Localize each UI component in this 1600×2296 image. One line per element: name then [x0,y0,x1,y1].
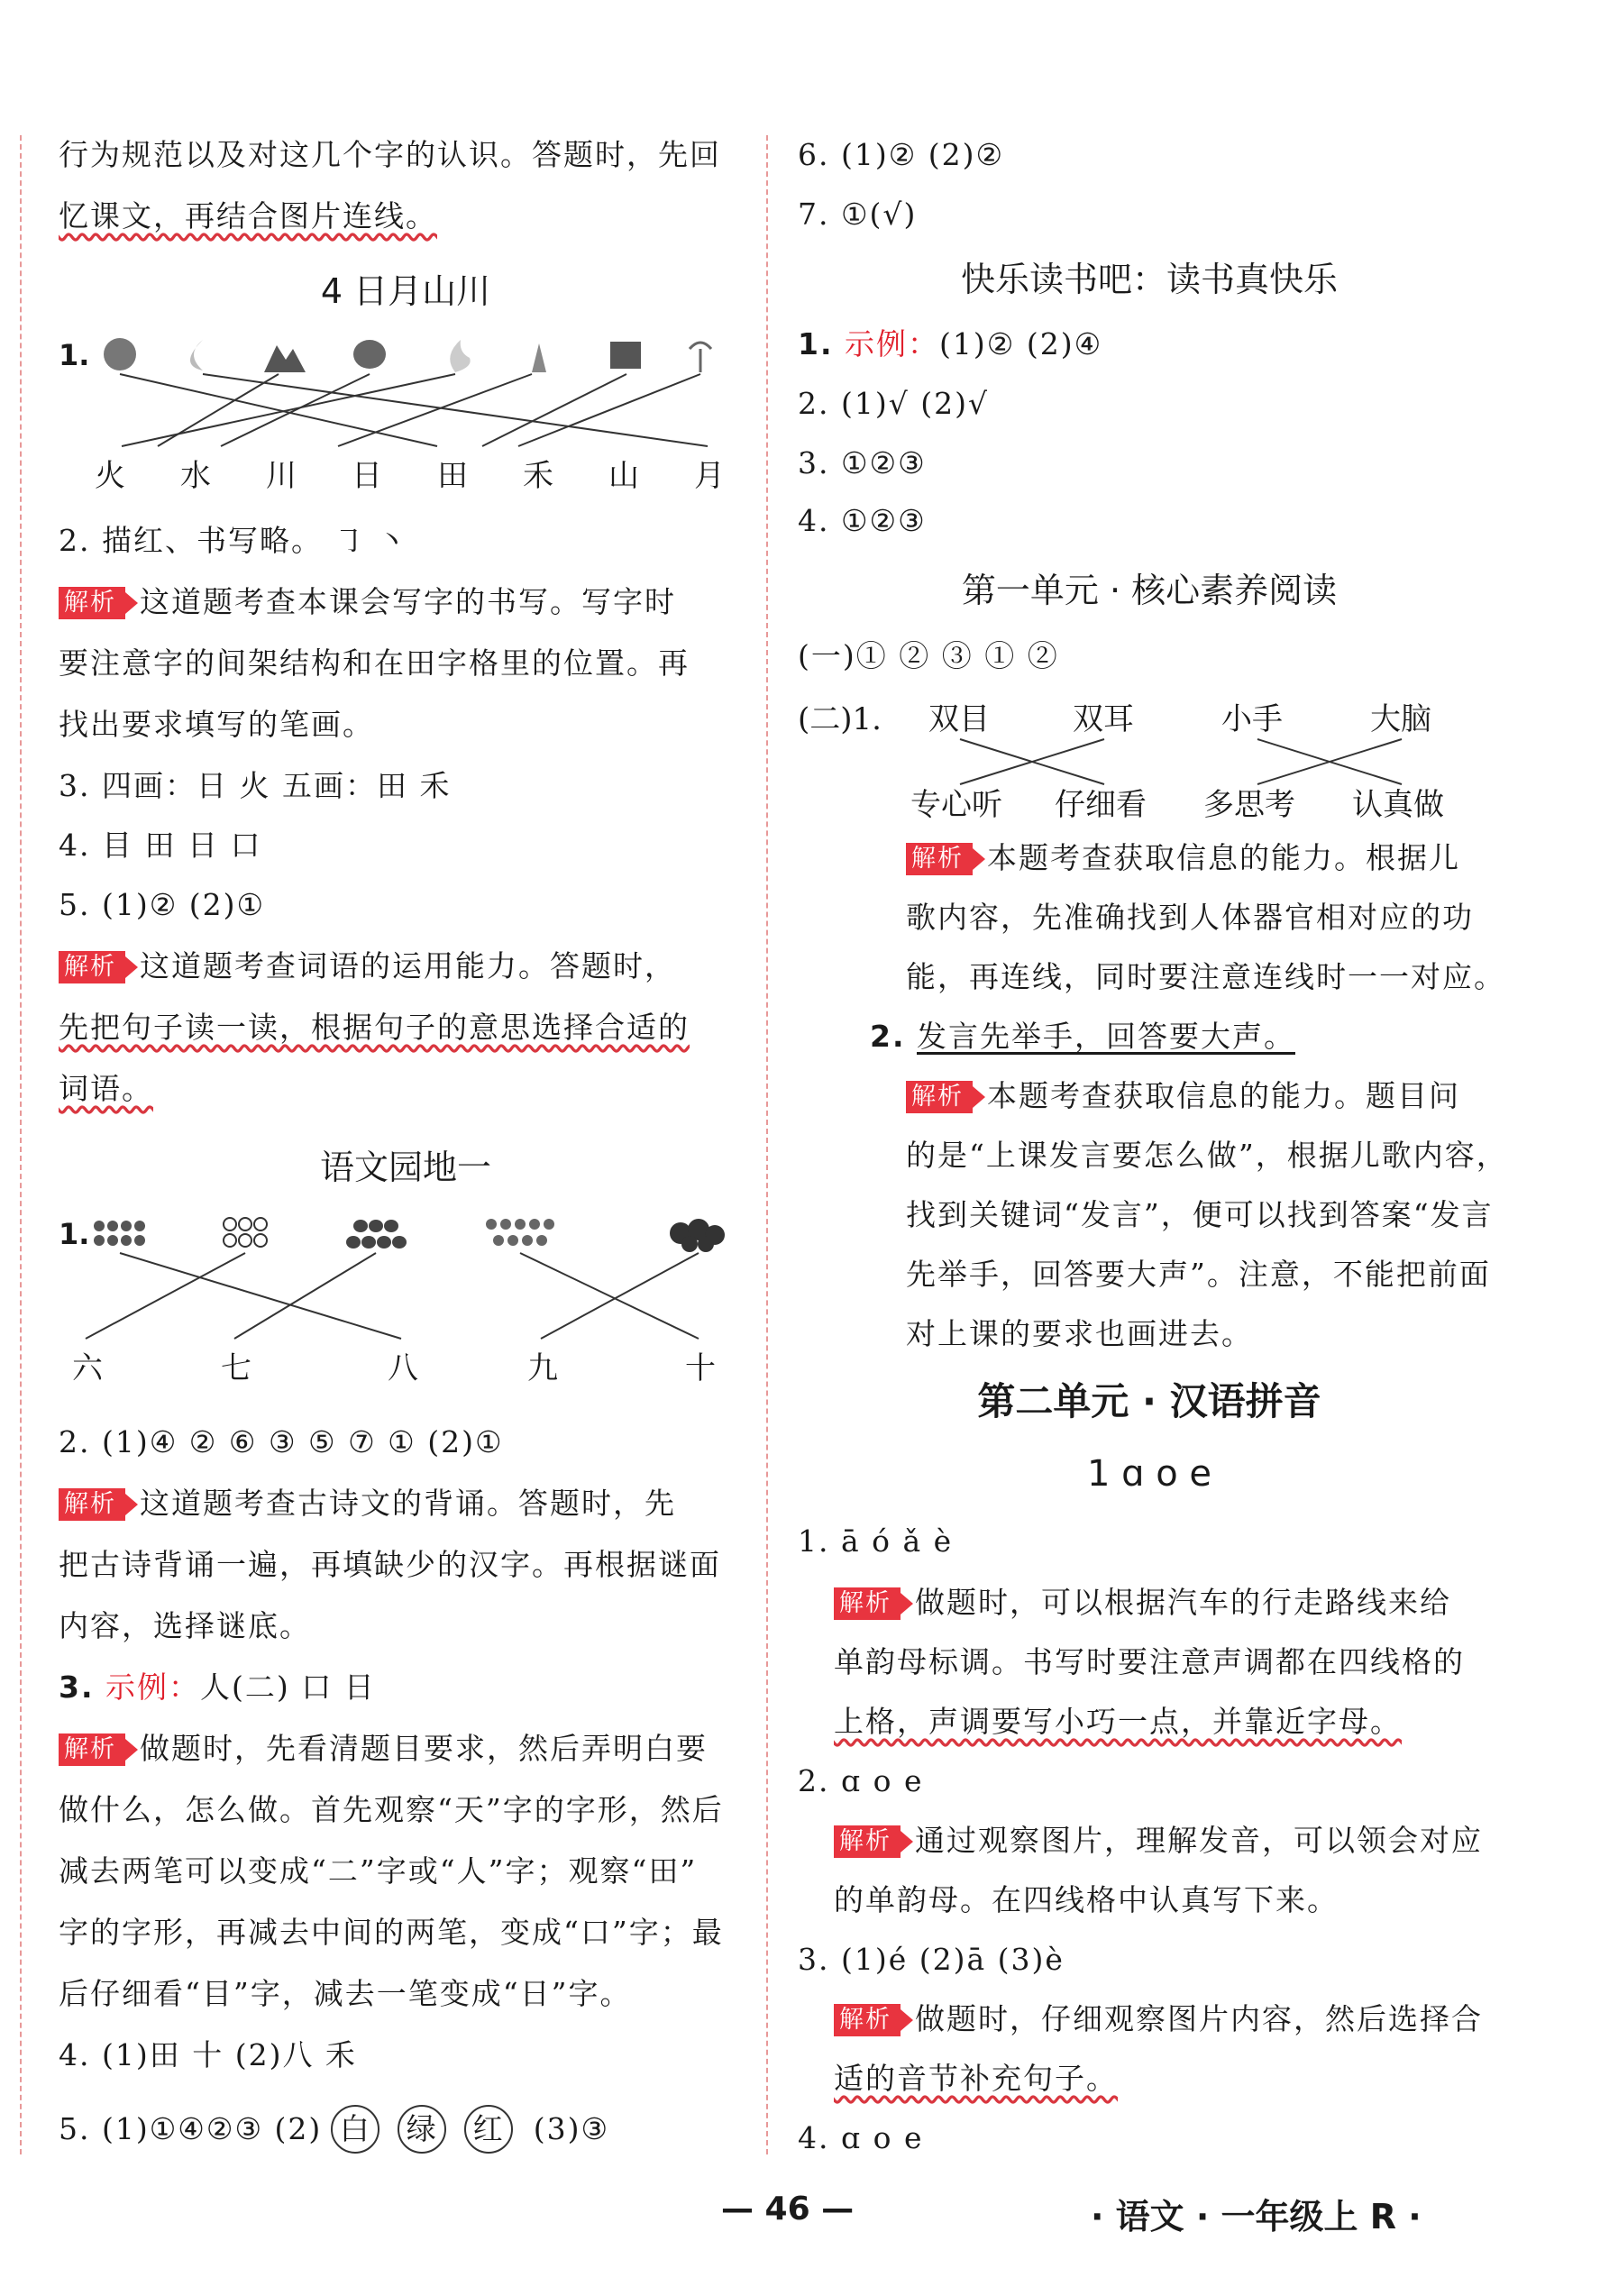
match-label: 八 [388,1350,418,1386]
g-q2: 2. (1)④ ② ⑥ ③ ⑤ ⑦ ① (2)① [59,1424,504,1459]
lesson4-title: 4 日月山川 [320,271,491,311]
example-label: 示例： [105,1669,200,1705]
left-divider [20,135,22,2154]
match-label: 禾 [523,458,553,494]
u1-q2: 2. 发言先举手，回答要大声。 [870,1019,1295,1054]
u1-q2-analysis-2: 的是“上课发言要怎么做”，根据儿歌内容， [906,1138,1508,1173]
match-label: 十 [685,1350,716,1386]
unit1-title: 第一单元 · 核心素养阅读 [961,571,1338,610]
g-q2-analysis-3: 内容，选择谜底。 [59,1608,311,1643]
mountain-picture [264,345,306,372]
l4-q4: 4. 目 田 日 口 [59,828,262,863]
u1-q2-analysis-3: 找到关键词“发言”，便可以找到答案“发言 [906,1197,1494,1232]
g-q3: 3. 示例：人(二) 口 日 [59,1669,376,1705]
q7: 7. ①(√) [798,197,918,232]
fire-picture [450,340,470,372]
page-number: — 46 — [721,2191,855,2227]
flowers-group-9 [486,1219,554,1246]
center-divider [766,135,768,2154]
sun-picture [104,338,136,370]
u1-q1-analysis-1: 解析 本题考查获取信息的能力。根据儿 [906,840,1501,876]
p-q1-analysis-3: 上格，声调要写小巧一点，并靠近字母。 [834,1704,1402,1739]
g-q3-analysis-4: 字的字形，再减去中间的两笔，变成“口”字；最 [59,1915,724,1950]
l4-q1-pictures-and-lines [59,338,753,518]
match-label: 水 [180,458,211,494]
p-q2-analysis-2: 的单韵母。在四线格中认真写下来。 [834,1882,1339,1917]
l4-q1-matching [59,338,753,518]
u1-q1-analysis-3: 能，再连线，同时要注意连线时一一对应。 [906,959,1505,994]
p-q2: 2. ɑ o e [798,1763,924,1798]
p-q4: 4. ɑ o e [798,2120,924,2155]
grain-picture [532,343,546,372]
match-label: 火 [95,458,125,494]
p-q3-analysis-2: 适的音节补充句子。 [834,2061,1118,2096]
g-q5: 5. (1)①④②③ (2) 白 绿 红 (3)③ [59,2105,753,2154]
cakes-group-7 [346,1220,407,1249]
p-q2-analysis-1: 解析 通过观察图片，理解发音，可以领会对应 [834,1823,1501,1859]
match-label: 田 [437,458,468,494]
r-q3: 3. ①②③ [798,445,927,480]
dots-group-8 [94,1221,145,1246]
field-picture [353,340,386,369]
r-q2: 2. (1)√ (2)√ [798,386,990,421]
analysis-tag: 解析 [906,843,973,875]
river-picture [690,343,711,372]
g-q1-matching [59,1217,753,1397]
l4-q2: 2. 描红、书写略。 ㇆ 丶 [59,523,408,558]
u1-part1: (一)① ② ③ ① ② [798,638,1059,673]
r-q4: 4. ①②③ [798,503,927,538]
analysis-tag: 解析 [834,2004,901,2036]
analysis-tag: 解析 [59,587,125,619]
analysis-tag: 解析 [59,1733,125,1766]
g-q2-analysis-1: 解析 这道题考查古诗文的背诵。答题时，先 [59,1486,753,1522]
analysis-tag: 解析 [59,1488,125,1521]
analysis-tag: 解析 [834,1587,901,1620]
circled-char: 白 [331,2105,379,2154]
l4-q2-analysis-3: 找出要求填写的笔画。 [59,707,374,742]
u1-q2-analysis-5: 对上课的要求也画进去。 [906,1316,1253,1351]
analysis-tag: 解析 [906,1081,973,1113]
l4-q5-analysis-2: 先把句子读一读，根据句子的意思选择合适的 [59,1010,690,1045]
r-q1: 1. 示例：(1)② (2)④ [798,326,1103,361]
p-q1-analysis-2: 单韵母标调。书写时要注意声调都在四线格的 [834,1644,1465,1679]
p-q3-analysis-1: 解析 做题时，仔细观察图片内容，然后选择合 [834,2001,1501,2037]
fruits-group-10 [670,1219,725,1252]
match-label: 山 [608,458,639,494]
intro-line-1: 行为规范以及对这几个字的认识。答题时，先回 [59,137,721,172]
p-q3: 3. (1)é (2)ā (3)è [798,1942,1065,1977]
l4-q5-analysis-1: 解析 这道题考查词语的运用能力。答题时， [59,948,753,984]
u1-q1-analysis-2: 歌内容，先准确找到人体器官相对应的功 [906,900,1474,935]
g-q3-analysis-5: 后仔细看“目”字，减去一笔变成“日”字。 [59,1976,632,2011]
l4-q5-analysis-3: 词语。 [59,1071,153,1106]
circled-char: 红 [464,2105,513,2154]
match-label: 认真做 [1352,787,1444,823]
l4-q3: 3. 四画：日 火 五画：田 禾 [59,768,452,803]
match-label: 专心听 [910,787,1002,823]
l4-q2-analysis-2: 要注意字的间架结构和在田字格里的位置。再 [59,645,690,681]
unit2-title: 第二单元 · 汉语拼音 [977,1379,1321,1423]
g-q4: 4. (1)田 十 (2)八 禾 [59,2037,357,2072]
balls-group-6 [224,1218,267,1247]
footer-subject: · 语文 · 一年级上 R · [1091,2197,1422,2237]
u1-part2-prefix: (二)1. [798,701,882,737]
garden-title: 语文园地一 [319,1148,491,1187]
intro-line-2: 忆课文，再结合图片连线。 [59,198,437,233]
analysis-tag: 解析 [59,951,125,983]
match-label: 九 [527,1350,558,1386]
p-q1: 1. ā ó ǎ è [798,1523,954,1559]
g-q3-analysis-3: 减去两笔可以变成“二”字或“人”字；观察“田” [59,1853,698,1889]
analysis-tag: 解析 [834,1825,901,1858]
water-picture [610,342,641,369]
match-label: 双耳 [1073,701,1134,737]
match-label: 川 [266,458,297,494]
match-label: 大脑 [1370,701,1431,737]
lesson1-title: 1 ɑ o e [1086,1453,1212,1495]
g-q3-analysis-2: 做什么，怎么做。首先观察“天”字的字形，然后 [59,1792,724,1827]
match-lines [120,374,708,446]
l4-q2-analysis-1: 解析 这道题考查本课会写字的书写。写字时 [59,584,753,620]
match-label: 六 [72,1350,103,1386]
match-label: 日 [352,458,382,494]
q6: 6. (1)② (2)② [798,137,1005,172]
p-q1-analysis-1: 解析 做题时，可以根据汽车的行走路线来给 [834,1585,1501,1621]
example-label: 示例： [845,326,939,361]
match-label: 双目 [928,701,990,737]
u1-matching [798,694,1501,823]
moon-picture [190,340,203,370]
g-q2-analysis-2: 把古诗背诵一遍，再填缺少的汉字。再根据谜面 [59,1547,721,1582]
question-number: 1. [59,338,90,372]
question-number: 1. [59,1217,90,1251]
match-label: 七 [221,1350,251,1386]
l4-q5: 5. (1)② (2)① [59,887,266,922]
u1-q2-analysis-4: 先举手，回答要大声”。注意，不能把前面 [906,1257,1491,1292]
match-lines [86,1253,699,1339]
match-label: 月 [694,458,725,494]
reading-title: 快乐读书吧：读书真快乐 [960,260,1338,299]
match-label: 多思考 [1203,787,1295,823]
match-label: 仔细看 [1055,787,1147,823]
g-q3-analysis-1: 解析 做题时，先看清题目要求，然后弄明白要 [59,1731,753,1767]
u1-q2-analysis-1: 解析 本题考查获取信息的能力。题目问 [906,1078,1501,1114]
match-label: 小手 [1221,701,1283,737]
circled-char: 绿 [398,2105,446,2154]
